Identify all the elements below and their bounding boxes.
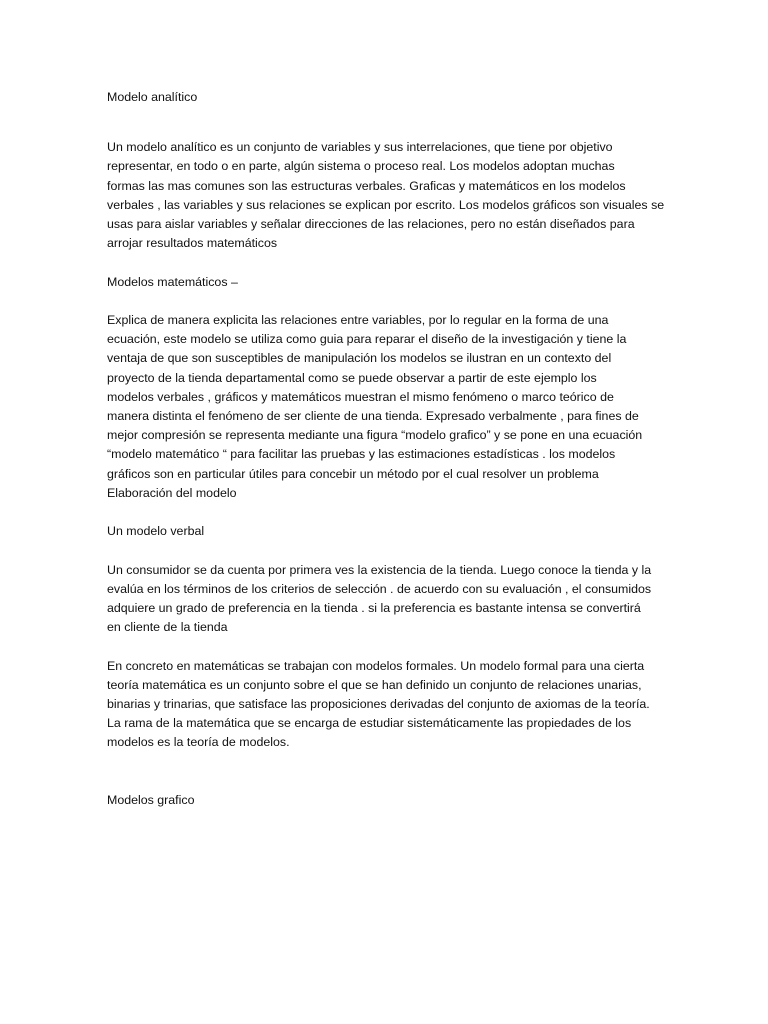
verbal-paragraph (107, 561, 667, 638)
verbal-line: adquiere un grado de preferencia en la tienda . si la preferencia es bastante intensa se convertirá (107, 601, 641, 616)
formal-line: modelos es la teoría de modelos. (107, 735, 290, 750)
math-line: mejor compresión se representa mediante una figura “modelo grafico” y se pone en una ecuación (107, 428, 643, 443)
spacer (107, 753, 667, 772)
verbal-line: en cliente de la tienda (107, 620, 228, 635)
math-line: ventaja de que son susceptibles de manipulación los modelos se ilustran en un contexto del (107, 351, 612, 366)
math-line: modelos verbales , gráficos y matemáticos muestran el mismo fenómeno o marco teórico de (107, 389, 614, 404)
spacer (107, 503, 667, 522)
spacer (107, 637, 667, 656)
intro-line: formas las mas comunes son las estructuras verbales. Graficas y matemáticos en los modelos (107, 178, 626, 193)
verbal-heading: Un modelo verbal (107, 524, 205, 539)
math-line: “modelo matemático “ para facilitar las pruebas y las estimaciones estadísticas . los modelos (107, 447, 616, 462)
spacer (107, 541, 667, 560)
verbal-line: Un consumidor se da cuenta por primera ves la existencia de la tienda. Luego conoce la tienda y la (107, 562, 652, 577)
math-line: proyecto de la tienda departamental como se puede observar a partir de este ejemplo los (107, 370, 597, 385)
math-line: Elaboración del modelo (107, 485, 237, 500)
math-line: gráficos son en particular útiles para concebir un método por el cual resolver un problema (107, 466, 599, 481)
intro-line: representar, en todo o en parte, algún sistema o proceso real. Los modelos adoptan muchas (107, 159, 615, 174)
graphic-heading: Modelos grafico (107, 793, 195, 807)
formal-line: En concreto en matemáticas se trabajan con modelos formales. Un modelo formal para una cierta (107, 658, 645, 673)
math-line: manera distinta el fenómeno de ser cliente de una tienda. Expresado verbalmente , para fines de (107, 409, 639, 424)
spacer (107, 292, 667, 311)
intro-line: arrojar resultados matemáticos (107, 236, 278, 251)
math-line: Explica de manera explicita las relaciones entre variables, por lo regular en la forma de una (107, 313, 609, 327)
math-paragraph (107, 311, 667, 503)
math-line: ecuación, este modelo se utiliza como guia para reparar el diseño de la investigación y tiene la (107, 332, 627, 347)
formal-line: binarias y trinarias, que satisface las proposiciones derivadas del conjunto de axiomas de la teoría. (107, 697, 650, 712)
intro-paragraph (107, 138, 667, 253)
verbal-line: evalúa en los términos de los criterios de selección . de acuerdo con su evaluación , el consumidos (107, 581, 652, 596)
formal-line: teoría matemática es un conjunto sobre el que se han definido un conjunto de relaciones unarias, (107, 677, 642, 692)
intro-line: usas para aislar variables y señalar direcciones de las relaciones, pero no están diseñados para (107, 217, 635, 232)
spacer (107, 253, 667, 272)
spacer (107, 772, 667, 791)
intro-line: verbales , las variables y sus relaciones se explican por escrito. Los modelos gráficos son visuales se (107, 197, 665, 212)
document-body (107, 88, 667, 810)
formal-line: La rama de la matemática que se encarga de estudiar sistemáticamente las propiedades de los (107, 716, 632, 731)
formal-paragraph (107, 657, 667, 753)
intro-line: Un modelo analítico es un conjunto de variables y sus interrelaciones, que tiene por objetivo (107, 140, 613, 155)
math-heading: Modelos matemáticos – (107, 274, 238, 289)
document-title: Modelo analítico (107, 90, 198, 104)
